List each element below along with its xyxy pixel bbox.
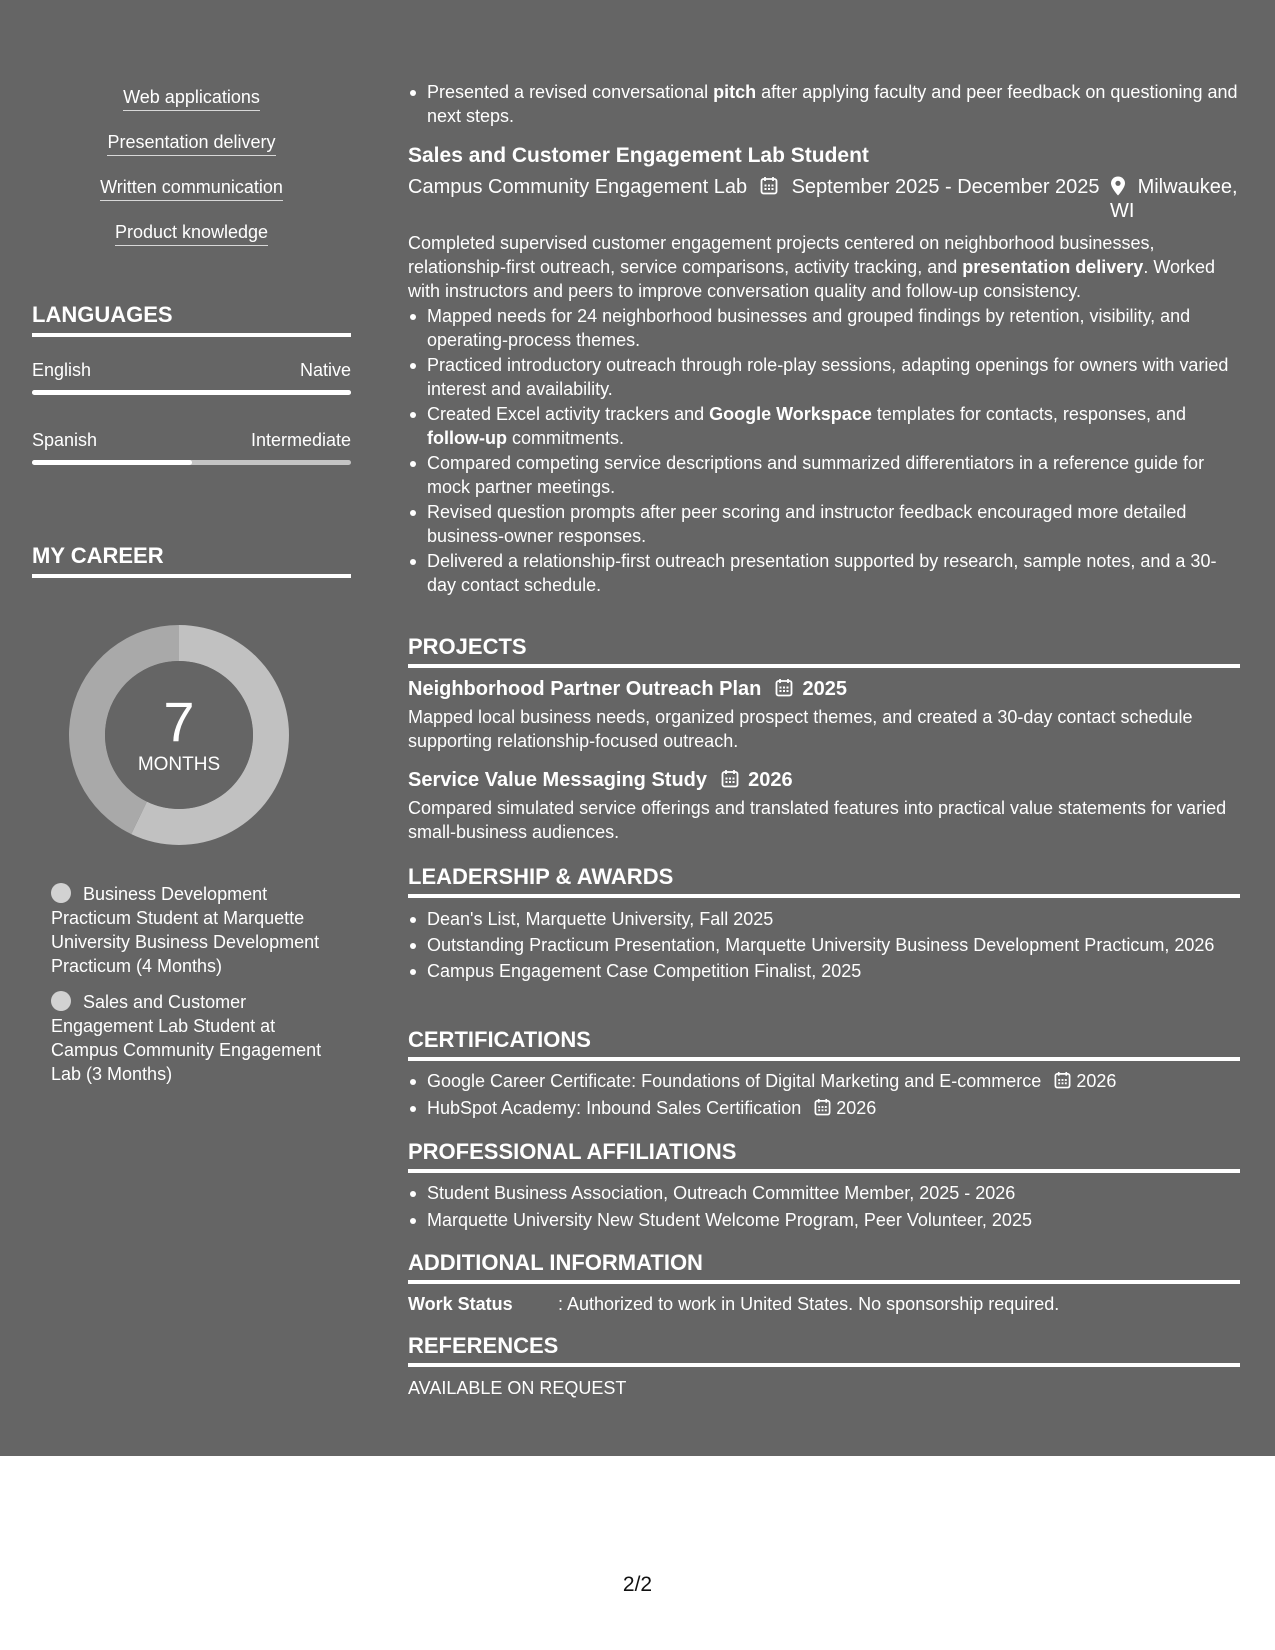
list-item: Dean's List, Marquette University, Fall 2025 (408, 907, 1240, 931)
certifications-heading: CERTIFICATIONS (408, 1027, 1240, 1061)
additional-info-section (408, 1250, 1240, 1316)
skill-item: Product knowledge (32, 221, 351, 266)
certification-name: HubSpot Academy: Inbound Sales Certification (427, 1098, 802, 1118)
list-item (408, 1069, 1240, 1093)
references-text: AVAILABLE ON REQUEST (408, 1378, 627, 1398)
calendar-icon (1054, 1071, 1071, 1089)
projects-heading: PROJECTS (408, 634, 1240, 668)
work-status-row (408, 1292, 1240, 1316)
language-name: English (32, 360, 92, 380)
language-bar-fill (32, 460, 192, 465)
work-status-label: Work Status (408, 1294, 513, 1314)
list-item: Created Excel activity trackers and Google Workspace templates for contacts, responses, and follow-up commitments. (408, 402, 1240, 450)
list-item: Practiced introductory outreach through role-play sessions, adapting openings for owners with varied interest and availability. (408, 353, 1240, 401)
affiliations-heading: PROFESSIONAL AFFILIATIONS (408, 1139, 1240, 1173)
calendar-icon (775, 678, 793, 697)
project-title: Neighborhood Partner Outreach Plan (408, 678, 762, 700)
skill-item: Web applications (32, 86, 351, 131)
list-item: Revised question prompts after peer scoring and instructor feedback encouraged more detailed business-owner responses. (408, 500, 1240, 548)
previous-job-bullets (408, 80, 1240, 128)
language-bar (32, 460, 351, 465)
calendar-icon (760, 176, 778, 195)
career-total-unit: MONTHS (137, 754, 221, 775)
language-name: Spanish (32, 430, 98, 450)
job-company: Campus Community Engagement Lab (408, 176, 748, 198)
calendar-icon (721, 769, 739, 788)
additional-info-heading: ADDITIONAL INFORMATION (408, 1250, 1240, 1284)
project-description: Compared simulated service offerings and translated features into practical value statements for varied small-business audiences. (408, 798, 1227, 842)
certification-year: 2026 (1076, 1071, 1117, 1091)
certifications-section (408, 1027, 1240, 1120)
certification-name: Google Career Certificate: Foundations of Digital Marketing and E-commerce (427, 1071, 1042, 1091)
skill-item: Presentation delivery (32, 131, 351, 176)
list-item: Campus Engagement Case Competition Finalist, 2025 (408, 959, 1240, 983)
language-bar-fill (32, 390, 351, 395)
project-item (408, 676, 1240, 753)
calendar-icon (814, 1098, 831, 1116)
project-year: 2025 (802, 678, 848, 700)
career-heading: MY CAREER (32, 543, 351, 578)
skill-item: Written communication (32, 176, 351, 221)
awards-heading: LEADERSHIP & AWARDS (408, 864, 1240, 898)
language-level: Intermediate (250, 430, 351, 450)
bullet-dot-icon (51, 883, 71, 903)
career-total-value: 7 (163, 690, 195, 753)
skills-list (32, 86, 351, 266)
list-item: Outstanding Practicum Presentation, Marquette University Business Development Practicum, 2026 (408, 933, 1240, 957)
list-item: Student Business Association, Outreach Committee Member, 2025 - 2026 (408, 1181, 1240, 1205)
project-item (408, 767, 1240, 844)
location-pin-icon (1110, 176, 1126, 196)
languages-heading: LANGUAGES (32, 302, 351, 337)
list-item: Compared competing service descriptions and summarized differentiators in a reference guide for mock partner meetings. (408, 451, 1240, 499)
certification-year: 2026 (836, 1098, 877, 1118)
project-description: Mapped local business needs, organized prospect themes, and created a 30-day contact schedule supporting relationship-focused outreach. (408, 707, 1193, 751)
list-item: Marquette University New Student Welcome Program, Peer Volunteer, 2025 (408, 1208, 1240, 1232)
job-title: Sales and Customer Engagement Lab Student (408, 144, 869, 167)
work-status-value: : Authorized to work in United States. No sponsorship required. (558, 1294, 1060, 1314)
affiliations-section (408, 1139, 1240, 1232)
references-heading: REFERENCES (408, 1333, 1240, 1367)
page-number: 2/2 (622, 1573, 653, 1596)
bullet-dot-icon (51, 991, 71, 1011)
list-item: Presented a revised conversational pitch after applying faculty and peer feedback on questioning and next steps. (408, 80, 1240, 128)
language-english (32, 359, 351, 395)
list-item: Delivered a relationship-first outreach presentation supported by research, sample notes, and a 30-day contact schedule. (408, 549, 1240, 597)
language-spanish (32, 429, 351, 465)
list-item: Mapped needs for 24 neighborhood businesses and grouped findings by retention, visibility, and operating-process themes. (408, 304, 1240, 352)
career-item: Sales and Customer Engagement Lab Student at Campus Community Engagement Lab (3 Months) (51, 992, 322, 1084)
career-list (51, 882, 331, 1098)
language-bar (32, 390, 351, 395)
career-item: Business Development Practicum Student at Marquette University Business Development Practicum (4 Months) (51, 884, 320, 976)
references-section (408, 1333, 1240, 1400)
job-summary: Completed supervised customer engagement projects centered on neighborhood businesses, relationship-first outreach, service comparisons, activity tracking, and presentation delivery. Worked with instructors and peers to improve conversation quality and follow-up consistency. (408, 233, 1216, 301)
project-title: Service Value Messaging Study (408, 769, 708, 791)
job-entry (408, 143, 1240, 597)
job-meta (408, 175, 1240, 223)
project-year: 2026 (748, 769, 793, 791)
job-bullets (408, 304, 1240, 597)
job-location: Milwaukee, WI (1110, 176, 1238, 222)
awards-section (408, 864, 1240, 983)
language-level: Native (299, 360, 351, 380)
projects-section (408, 634, 1240, 844)
job-dates: September 2025 - December 2025 (760, 175, 1110, 223)
list-item (408, 1096, 1240, 1120)
